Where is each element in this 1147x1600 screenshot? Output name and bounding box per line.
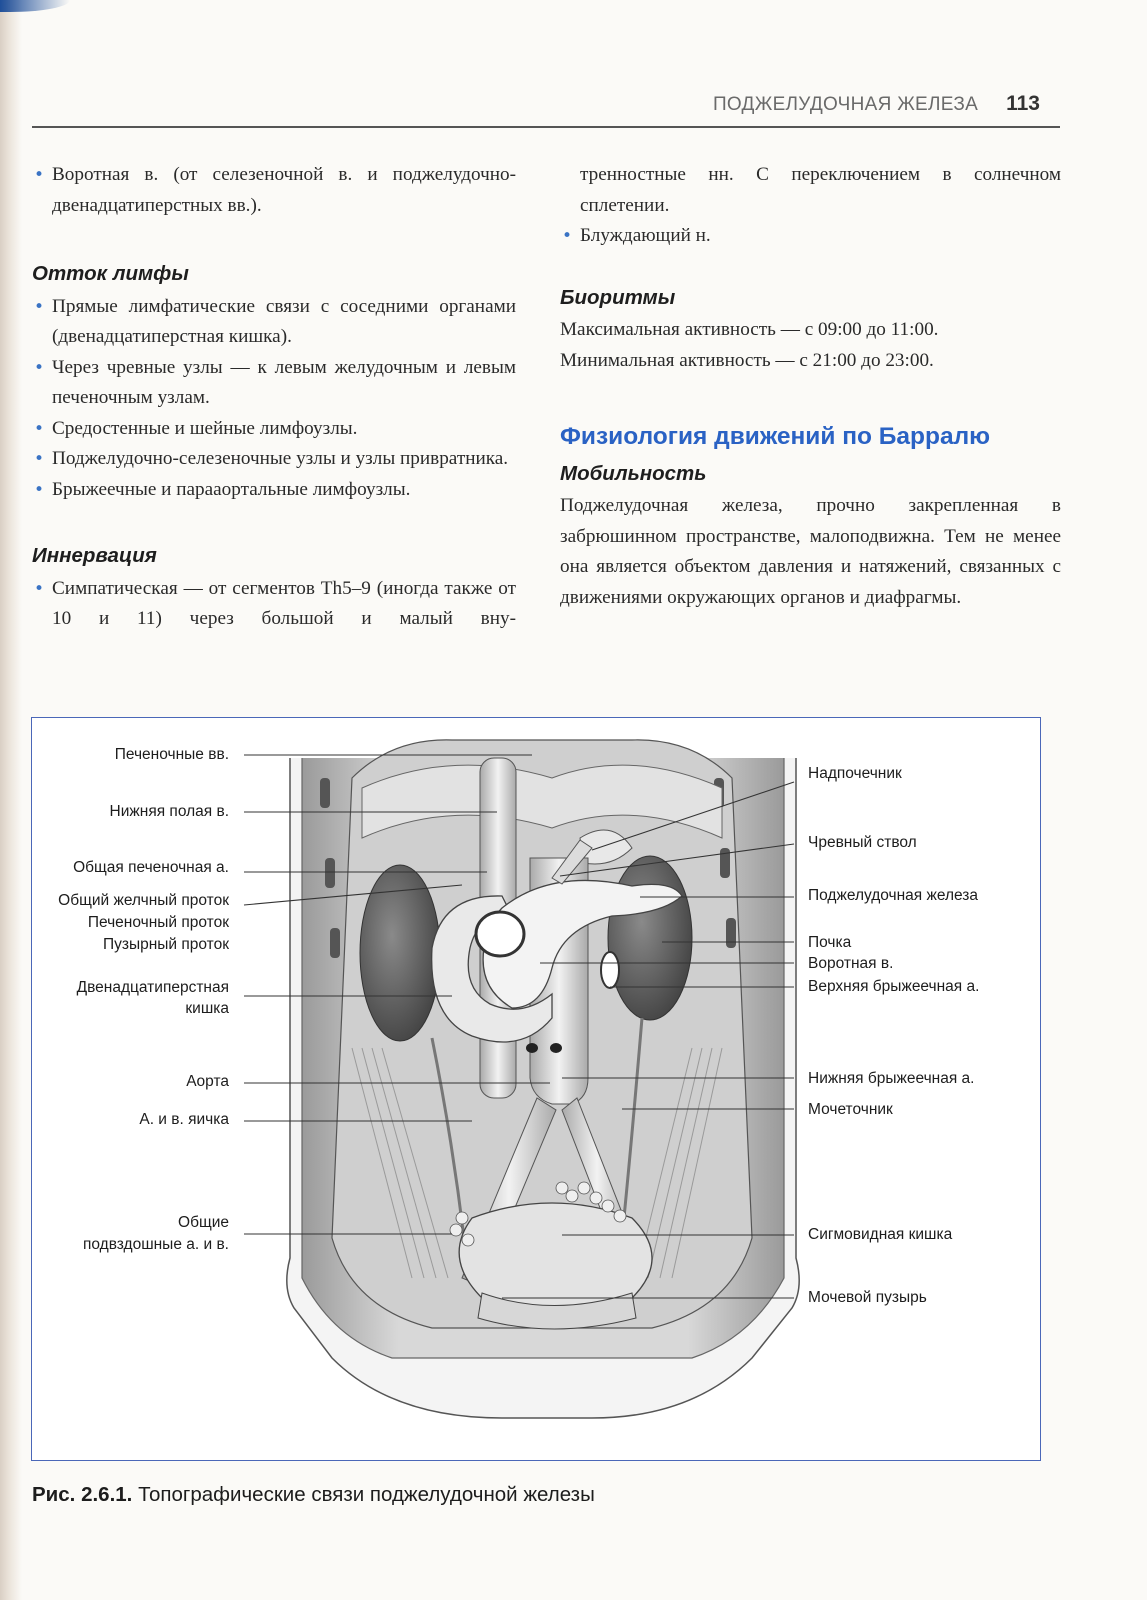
biorhythms-heading: Биоритмы	[560, 285, 676, 309]
label-testicular-vessels: А. и в. яичка	[139, 1111, 229, 1128]
mobility-paragraph: Поджелудочная железа, прочно закрепленная в забрюшинном пространстве, малоподвижна. Тем не менее она является объектом давления и натяжений, связанных с движениями окружающих органов и диафрагмы.	[560, 495, 1061, 608]
bullet-icon: •	[34, 578, 45, 599]
label-hepatic-duct: Печеночный проток	[87, 914, 229, 931]
lymph-list	[32, 292, 516, 506]
list-item-text: Воротная в. (от селезеночной в. и поджелудочно-двенадцатиперстных вв.).	[52, 164, 516, 216]
bullet-icon: •	[34, 479, 45, 500]
list-item-text: Прямые лимфатические связи с соседними органами (двенадцатиперстная кишка).	[52, 295, 516, 347]
list-item-text: Средостенные и шейные лимфоузлы.	[52, 417, 358, 439]
bullet-icon: •	[34, 449, 45, 469]
list-item-text: Через чревные узлы — к левым желудочным и левым печеночным узлам.	[52, 356, 516, 408]
superior-mesenteric-vessel-cut	[601, 952, 619, 988]
list-item-continuation	[560, 160, 1061, 221]
header-rule	[32, 126, 1060, 128]
innervation-continued-list	[560, 160, 1061, 252]
list-item-text: тренностные нн. С переключением в солнечном сплетении.	[580, 164, 1061, 216]
label-duodenum: Двенадцатиперстная	[76, 979, 229, 996]
kidney-right	[608, 856, 692, 1020]
label-common-bile-duct: Общий желчный проток	[58, 892, 229, 909]
biorhythm-min: Минимальная активность — с 21:00 до 23:00.	[560, 349, 934, 371]
label-sigmoid-colon: Сигмовидная кишка	[808, 1226, 953, 1243]
running-title: ПОДЖЕЛУДОЧНАЯ ЖЕЛЕЗА	[712, 94, 979, 115]
list-item	[32, 292, 516, 353]
figure-caption	[32, 1483, 595, 1507]
page-spine-shadow	[0, 0, 22, 1600]
list-item	[32, 414, 516, 445]
label-celiac-trunk: Чревный ствол	[808, 834, 917, 851]
label-adrenal-gland: Надпочечник	[808, 765, 902, 782]
label-kidney: Почка	[808, 934, 852, 951]
label-duodenum-line2: кишка	[185, 1000, 229, 1017]
gonadal-vessel-cut-2	[550, 1043, 562, 1053]
right-column	[560, 160, 1061, 613]
bullet-icon: •	[34, 418, 45, 439]
portal-vein-cut	[476, 912, 524, 956]
label-inferior-mesenteric-artery: Нижняя брыжеечная а.	[808, 1070, 975, 1087]
page-number: 113	[1006, 92, 1040, 115]
label-ureter: Мочеточник	[808, 1101, 893, 1118]
figure-frame	[31, 717, 1041, 1461]
list-item-text: Брыжеечные и парааортальные лимфоузлы.	[52, 478, 411, 500]
bullet-icon: •	[562, 226, 573, 246]
list-item-text: Поджелудочно-селезеночные узлы и узлы привратника.	[52, 448, 509, 469]
list-item	[32, 160, 516, 221]
left-column	[32, 160, 516, 635]
list-item-text: Блуждающий н.	[580, 225, 711, 246]
caption-number: Рис. 2.6.1.	[32, 1483, 133, 1506]
list-item-text: Симпатическая — от сегментов Th5–9 (иногда также от 10 и 11) через большой и малый вну-	[52, 577, 516, 629]
list-item	[32, 574, 516, 635]
label-pancreas: Поджелудочная железа	[808, 887, 979, 904]
innervation-list	[32, 574, 516, 635]
anatomy-illustration	[32, 718, 1040, 1460]
list-item	[32, 353, 516, 414]
bullet-icon: •	[34, 165, 45, 185]
biorhythm-max: Максимальная активность — с 09:00 до 11:00.	[560, 319, 939, 340]
list-item	[32, 444, 516, 475]
section-title: Физиология движений по Барралю	[560, 423, 991, 450]
label-aorta: Аорта	[186, 1073, 229, 1090]
label-portal-vein: Воротная в.	[808, 955, 894, 972]
intro-list	[32, 160, 516, 221]
list-item	[32, 475, 516, 506]
list-item	[560, 221, 1061, 252]
label-common-iliac: Общие	[178, 1214, 229, 1231]
lymph-heading: Отток лимфы	[32, 262, 189, 285]
label-cystic-duct: Пузырный проток	[102, 936, 229, 953]
label-urinary-bladder: Мочевой пузырь	[808, 1289, 927, 1306]
caption-text: Топографические связи поджелудочной железы	[138, 1483, 595, 1506]
bullet-icon: •	[34, 357, 45, 378]
bullet-icon: •	[34, 296, 45, 317]
mobility-heading: Мобильность	[560, 461, 707, 485]
label-common-hepatic-artery: Общая печеночная а.	[73, 859, 229, 876]
label-inferior-vena-cava: Нижняя полая в.	[109, 803, 229, 820]
label-common-iliac-line2: подвздошные а. и в.	[82, 1236, 229, 1253]
label-superior-mesenteric-artery: Верхняя брыжеечная а.	[808, 978, 980, 995]
corner-color-tab	[0, 0, 70, 12]
innervation-heading: Иннервация	[32, 544, 157, 567]
kidney-left	[360, 865, 440, 1041]
running-header	[713, 92, 1040, 116]
gonadal-vessel-cut-1	[526, 1043, 538, 1053]
label-hepatic-veins: Печеночные вв.	[114, 746, 229, 763]
